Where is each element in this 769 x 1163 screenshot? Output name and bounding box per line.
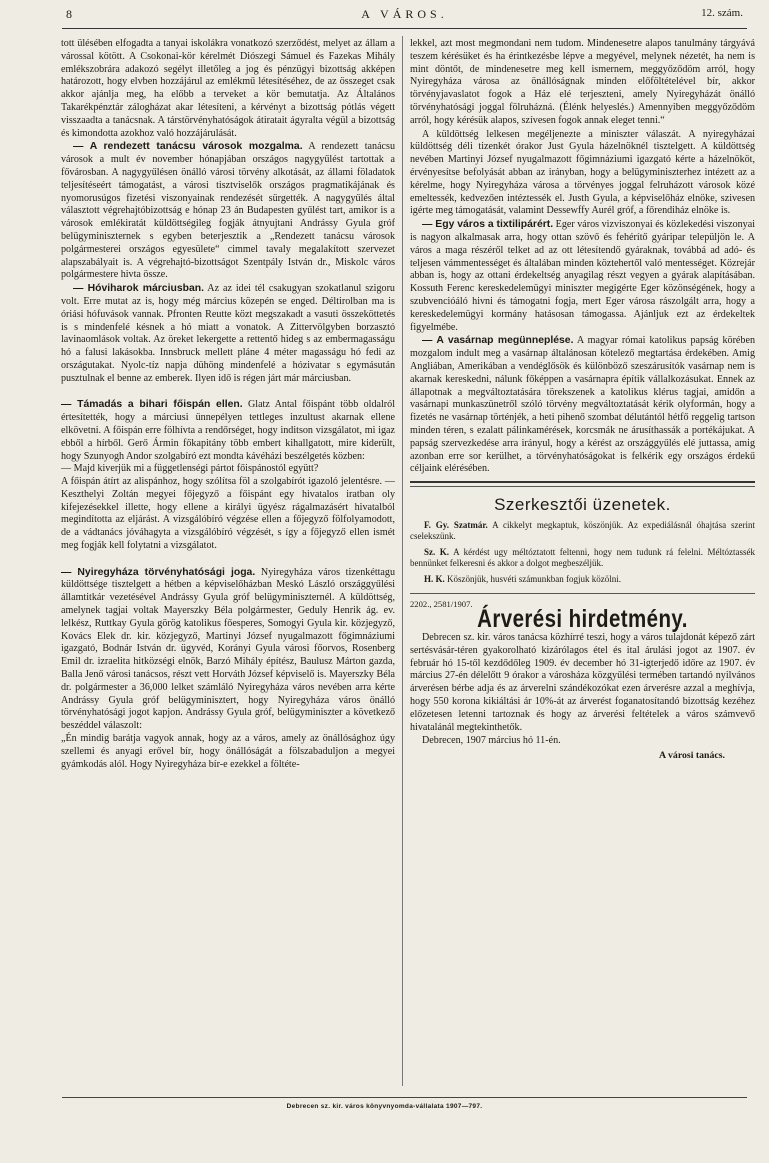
left-column bbox=[61, 38, 395, 1088]
auction-signoff: A városi tanács. bbox=[659, 750, 725, 762]
article-headline: — Hóviharok márciusban. bbox=[73, 283, 204, 295]
article-headline: — Támadás a bihari főispán ellen. bbox=[61, 399, 243, 411]
article-headline: — Egy város a tixtilipárért. bbox=[422, 219, 554, 231]
footer-rule bbox=[62, 1097, 747, 1098]
article bbox=[61, 283, 395, 385]
auction-place-date: Debrecen, 1907 március hó 11-én. bbox=[422, 735, 561, 747]
article bbox=[61, 141, 395, 282]
editorial-messages-title: Szerkesztői üzenetek. bbox=[494, 495, 671, 515]
continuation-paragraph: lekkel, azt most megmondani nem tudom. Mindenesetre alapos tanulmány tárgyává teszem kérésüket és ha érintkezésbe lépve a megyével, melynek nézetét, ha nem is mint döntőt, de mindenesetre meg kell ismernem, meggyőződöm arról, hogy Nyiregyháza városa az önállóságnak minden előföltételével bír, akkor törvényjavaslatot fogok a Ház elé terjeszteni, amely Nyiregyházát önálló törvényhatósági joggal fölruházná. (Élénk helyeslés.) Amennyiben meggyőződöm arról, hogy kérésük alapos, szívesen fogok annak eleget tenni.“ bbox=[410, 38, 755, 126]
section-rule bbox=[410, 481, 755, 483]
column-divider bbox=[402, 36, 403, 1086]
article-text: Nyiregyháza város tizenkéttagu küldöttsége tisztelgett a hétben a képviselőházban Meskó László országgyűlési államtitkár vezetésével Andrássy Gyula gróf belügyminiszternél. A küldöttség, amelynek tagjai voltak Mayerszky Béla polgármester, Geduly Henrik ág. ev. lelkész, Ruttkay Gyula görög katolikus főesperes, Somogyi Gyula kir. közjegyző, Kovács Elek dr. kir. közjegyző, Martinyi József nyugalmazott főgimnáziumi igazgató, Bodnár István dr. ügyvéd, Korányi Gyula városi főorvos, Rosenberg Emil dr. izraelita hitközségi elnök, Barzó Mihály építész, Baulusz Márton gazda, Balla Jenő városi tanácsos, részt vett Horváth József képviselő is. Mayerszky Béla dr. polgármester a 36,000 lelket számláló Nyiregyháza város nevében arra kérte Andrássy Gyula gróf belügyminisztert, hogy Nyiregyháza város önálló törvényhatósági jogot kapjon. Andrássy Gyula gróf, belügyminiszter a következő beszéddel válaszolt: „Én mindig barátja vagyok annak, hogy az a város, amely az önállósághoz úgy szellemi és anyagi erővel bír, hogy önállóságát a fölszabaduljon a megyei gyámkodás alól. Hogy Nyiregyháza bír-e ezekkel a föltéte- bbox=[61, 566, 395, 770]
article bbox=[410, 335, 755, 476]
article-headline: — A rendezett tanácsu városok mozgalma. bbox=[73, 141, 303, 153]
editorial-note bbox=[410, 547, 755, 570]
note-addressee: Sz. K. bbox=[424, 546, 450, 557]
auction-title: Árverési hirdetmény. bbox=[477, 605, 688, 634]
page-number: 8 bbox=[66, 7, 72, 21]
article-text: Az az idei tél csakugyan szokatlanul szigoru volt. Erre mutat az is, hogy még március közepén se enged. Déltirolban ma is óriási hófuvások vannak. Pfronten Reutte közt megszakadt a vasuti összeköttetés is s mindenfelé késnek a hó miatt a vonatok. A Zittervölgyben borzasztó lavinaomlások voltak. Az öreket lekergette a rettentő hideg s az embermagasságu hó a falusi lakásokba. Innsbruck mellett pláne 4 méter magasságu hó fedi az országutakat. Nyolc-tíz napja dühöng mindenfelé a hózivatar s egymásután pusztulnak el benne az emberek. Ilyen idő is régen járt már márciusban. bbox=[61, 283, 395, 384]
masthead-title: A VÁROS. bbox=[361, 7, 448, 21]
editorial-note bbox=[410, 574, 755, 586]
article bbox=[61, 554, 395, 772]
note-text: A cikkelyt megkaptuk, köszönjük. Az expediálásnál óhajtása szerint cselekszünk. bbox=[410, 519, 755, 542]
auction-text: Debrecen sz. kir. város tanácsa közhírré teszi, hogy a város tulajdonát képező zárt sertésvásár-téren gyakorolható kizárólagos étel és ital árulási jogot az 1907. év február hó 15-től kezdődőleg 1909. év december hó 31-igterjedő időre az 1907. év március 27-én délelőtt 9 órakor a városháza közgyűlési termében tartandó nyilvános árverésen bérbe adja és az árverelni szándékozókat ezen árverésre azzal a meghívja, hogy 550 korona kikiáltási ár 10%-át az árverést foganatosítandó bizottság kezéhez előzetesen letenni tartoznak és hogy az árverési feltételek a város számvevő hivatalánál megtekinthetők. bbox=[410, 631, 755, 733]
article bbox=[410, 219, 755, 334]
article-text: Eger város vizviszonyai és közlekedési viszonyai is nagyon alkalmasak arra, hogy ottan szövő és fehérítő gyáripar települjön le. A város a maga részéről telket ad az ott létesítendő gyáraknak, továbbá ad adó- és teljesen vámmentességet és általában minden köztehertől való mentességet. Közrejár abban is, hogy az ottani érdekeltség anyagilag részt vegyen a gyárak alapításában. Kossuth Ferenc kereskedelemügyi miniszter megigérte Eger közönségének, hogy a szubvencióáló hivni és támogatni fogja, mert Eger városa rászolgált arra, hogy a kereskedelemügyi kormány hatásosan támogassa. Ajánljuk ezt az érdekeltek figyelmébe. bbox=[410, 219, 755, 333]
section-rule bbox=[410, 486, 755, 487]
note-text: Köszönjük, husvéti számunkban fogjuk közölni. bbox=[444, 573, 621, 584]
section-rule bbox=[410, 593, 755, 594]
article-headline: — Nyiregyháza törvényhatósági joga. bbox=[61, 566, 256, 578]
article-text: A rendezett tanácsu városok a mult év november hónapjában országos nagygyűlést tartottak a fővárosban. A nagygyűlésen önálló városi törvény alkotását, az állami föladatok teljesítéseért támogatást, a városi tisztviselők országos pragmatikájának és nyomorusúgos fizetési viszonyainak rendezését sürgették. A nagygyűlés által választott végrehajtóbizottság e hónap 23 án Budapesten gyűlést tart, amikor is a városok emlékiratát küldöttségileg fogják átnyujtani Andrássy Gyula gróf belügyminiszternek s egyben beterjesztik a „Rendezett tanácsu városok polgármesterei országos egyesülete“ cimmel tavaly megalakított szervezet alapszabályait is. A végrehajtó-bizottságot Szentpály István dr., Miskolc város polgármestere hivta össze. bbox=[61, 141, 395, 281]
editorial-note bbox=[410, 520, 755, 543]
article-text: A magyar római katolikus papság körében mozgalom indult meg a vasárnap általánosan kötelező megtartása érdekében. Amig Angliában, Amerikában a vendéglősök és különböző szeszárusítók vasárnap nem is akarnak kereskedni, nálunk főképpen a vasárnapra építik vállalkozásukat. Ennek az állapotnak a megváltoztatására törekszenek a katolikus klérus tagjai, amidőn a vasárnapi munkaszünetről szóló törvény megváltoztatását kérik olyformán, hogy a fizetés ne vasárnap történjék, a heti pihenő szombat délutántól hétfő reggelig tartson minden téren, s ezalatt pálinkamérések, korcsmák ne árusíthassák a portékájukat. A papság szervezkedése arra irányul, hogy a kérést az országgyűlés elé juttassa, amig azonban erre sor kerülhet, a törvényhatóságokat is felkérik egy országos érdekű céljaink elérésében. bbox=[410, 335, 755, 475]
article-text: Glatz Antal főispánt több oldalról értesítették, hogy a márciusi ünnepélyen tettleges inzultust akarnak ellene elkövetni. A főispán erre fölhívta a rendőrséget, hogy inditson vizsgálatot, mi igaz ebből a hírből. Gerő Ármin főkapitány több embert kihallgatott, mire kiderült, hogy Szunyogh Andor szolgabíró ezt mondta kávéházi beszélgetés közben: — Majd kiverjük mi a függetlenségi pártot főispánostól együtt? A főispán átírt az alispánhoz, hogy szólítsa föl a szolgabírót igazoló jelentésre. — Keszthelyi Zoltán megyei főjegyző a főispánt egy hivatalos iratban oly kifejezésekkel illette, hogy ellene a királyi ügyész rágalmazásért hivatalból megindította az eljárást. A vizsgálóbíró végzése ellen a főjegyző fölfolyamodott, de a vádtanács jóváhagyta a vizsgálóbíró végzését, s így a főjegyző ellen ismét meg fogják kell folytatni a vizsgálatot. bbox=[61, 399, 395, 552]
auction-reference: 2202., 2581/1907. bbox=[410, 599, 473, 610]
right-column bbox=[410, 38, 755, 1096]
note-addressee: H. K. bbox=[424, 573, 445, 584]
page-header bbox=[62, 4, 747, 29]
note-text: A kérdést ugy méltóztatott feltenni, hogy nem tudunk rá felelni. Méltóztassék bennünket felkeresni és akkor a dolgot megbeszéljük. bbox=[410, 546, 755, 569]
article bbox=[61, 387, 395, 553]
editorial-messages bbox=[410, 520, 755, 586]
continuation-paragraph: A küldöttség lelkesen megéljenezte a miniszter válaszát. A nyiregyházai küldöttség déli tizenkét órakor Just Gyula házelnöknél tisztelgett. A küldöttség nevében Martinyi József nyugalmazott főgimnáziumi igazgató kérte a házelnököt, érvényesítse befolyását abban az irányban, hogy a belügyminiszterhez intézett az a kérelme, hogy Nyiregyháza városa a törvényes joggal felruházott városok közé emeltessék, kedvezően intéztessék el. Justh Gyula, a képviselőház elnöke, szivesen igérte meg támogatását, valamint Dessewffy Aurél gróf, a főrendiház elnöke is. bbox=[410, 128, 755, 217]
issue-number: 12. szám. bbox=[701, 7, 743, 19]
intro-paragraph: tott ülésében elfogadta a tanyai iskolákra vonatkozó szerződést, melyet az állam a várossal kötött. A Csokonai-kör kérelmét Diószegi Sámuel és Fazekas Mihály emlékszobrára adakozó segélyt illetőleg a jog és pénzügyi bizottság akképen határozott, hogy elvben hozzájárul az emlékmű létesítéséhez, de az összeget csak akkor ajánlja meg, ha előbb a terveket a kör bemutatja. Az Általános Takarékpénztár zálogházat akar létesíteni, a kérvényt a bizottság pótlás végett visszaadta a tanácsnak. A társtörvényhatóságok átiratait ágyralta végül a bizottság és kimondotta azokhoz való hozzájárulását. bbox=[61, 38, 395, 139]
note-addressee: F. Gy. Szatmár. bbox=[424, 519, 488, 530]
article-headline: — A vasárnap megünneplése. bbox=[422, 335, 574, 347]
printer-imprint: Debrecen sz. kir. város könyvnyomda-vállalata 1907—797. bbox=[286, 1103, 483, 1110]
